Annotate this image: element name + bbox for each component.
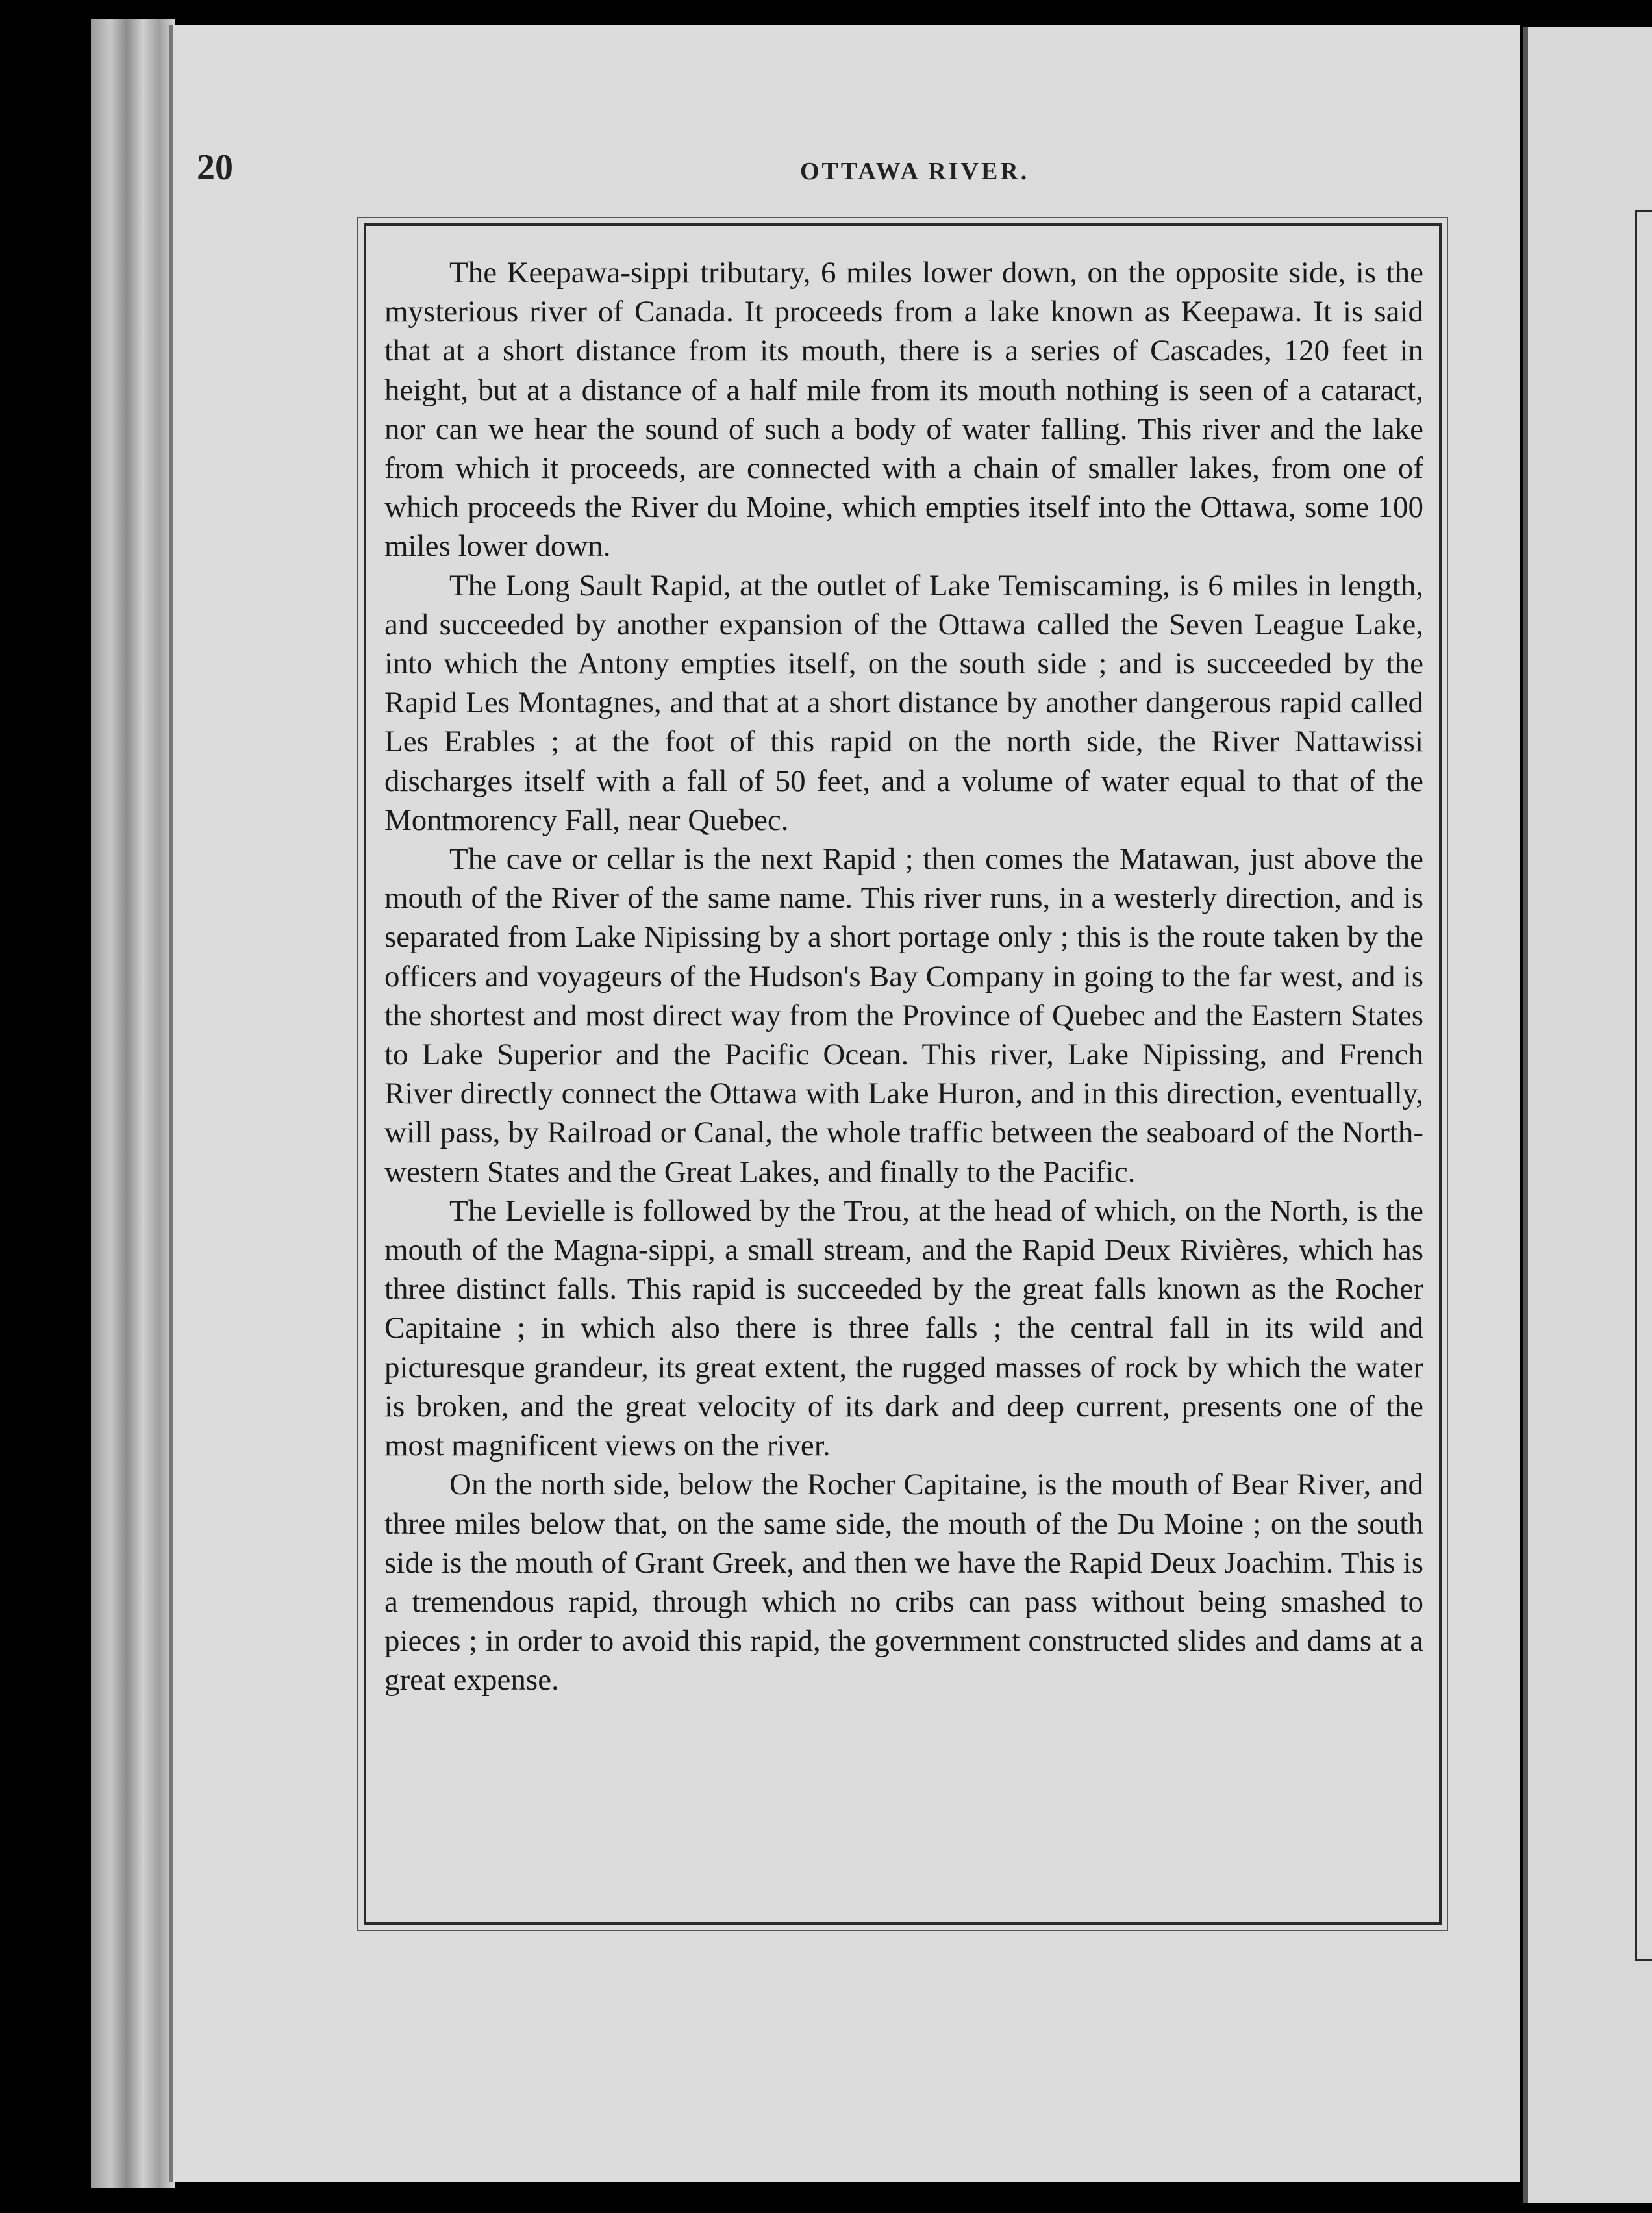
page-edges — [91, 19, 175, 2188]
paragraph-keepawa-sippi: The Keepawa-sippi tributary, 6 miles lower down, on the opposite side, is the mysterious river of Canada. It proceeds from a lake known as Keepawa. It is said that at a short distance from its mouth, there is a series of Cascades, 120 feet in height, but at a distance of a half mile from its mouth nothing is seen of a cataract, nor can we hear the sound of such a body of water falling. This river and the lake from which it proceeds, are connected with a chain of smaller lakes, from one of which proceeds the River du Moine, which empties itself into the Ottawa, some 100 miles lower down. — [384, 256, 1423, 564]
paragraph-cave-or-cellar: The cave or cellar is the next Rapid ; then comes the Matawan, just above the mouth of the River of the same name. This river runs, in a westerly direction, and is separated from Lake Nipissing by a short portage only ; this is the route taken by the officers and voyageurs of the Hudson's Bay Company in going to the far west, and is the shortest and most direct way from the Province of Quebec and the Eastern States to Lake Superior and the Pacific Ocean. This river, Lake Nipissing, and French River directly connect the Ottawa with Lake Huron, and in this direction, eventually, will pass, by Railroad or Canal, the whole traffic between the seaboard of the North-western States and the Great Lakes, and finally to the Pacific. — [384, 842, 1423, 1189]
body-text — [384, 253, 1423, 1700]
paragraph-levielle: The Levielle is followed by the Trou, at the head of which, on the North, is the mouth of the Magna-sippi, a small stream, and the Rapid Deux Rivières, which has three distinct falls. This rapid is succeeded by the great falls known as the Rocher Capitaine ; in which also there is three falls ; the central fall in its wild and picturesque grandeur, its great extent, the rugged masses of rock by which the water is broken, and the great velocity of its dark and deep current, presents one of the most magnificent views on the river. — [384, 1194, 1423, 1463]
paragraph-long-sault: The Long Sault Rapid, at the outlet of Lake Temiscaming, is 6 miles in length, and succeeded by another expansion of the Ottawa called the Seven League Lake, into which the Antony empties itself, on the south side ; and is succeeded by the Rapid Les Montagnes, and that at a short distance by another dangerous rapid called Les Erables ; at the foot of this rapid on the north side, the River Nattawissi discharges itself with a fall of 50 feet, and a volume of water equal to that of the Montmorency Fall, near Quebec. — [384, 568, 1423, 837]
facing-page-frame — [1635, 210, 1652, 1961]
paragraph-north-side: On the north side, below the Rocher Capitaine, is the mouth of Bear River, and three miles below that, on the same side, the mouth of the Du Moine ; on the south side is the mouth of Grant Greek, and then we have the Rapid Deux Joachim. This is a tremendous rapid, through which no cribs can pass without being smashed to pieces ; in order to avoid this rapid, the government constructed slides and dams at a great expense. — [384, 1468, 1423, 1697]
page-number: 20 — [197, 147, 233, 188]
facing-page — [1523, 27, 1652, 2203]
running-head: OTTAWA RIVER. — [800, 158, 1030, 185]
